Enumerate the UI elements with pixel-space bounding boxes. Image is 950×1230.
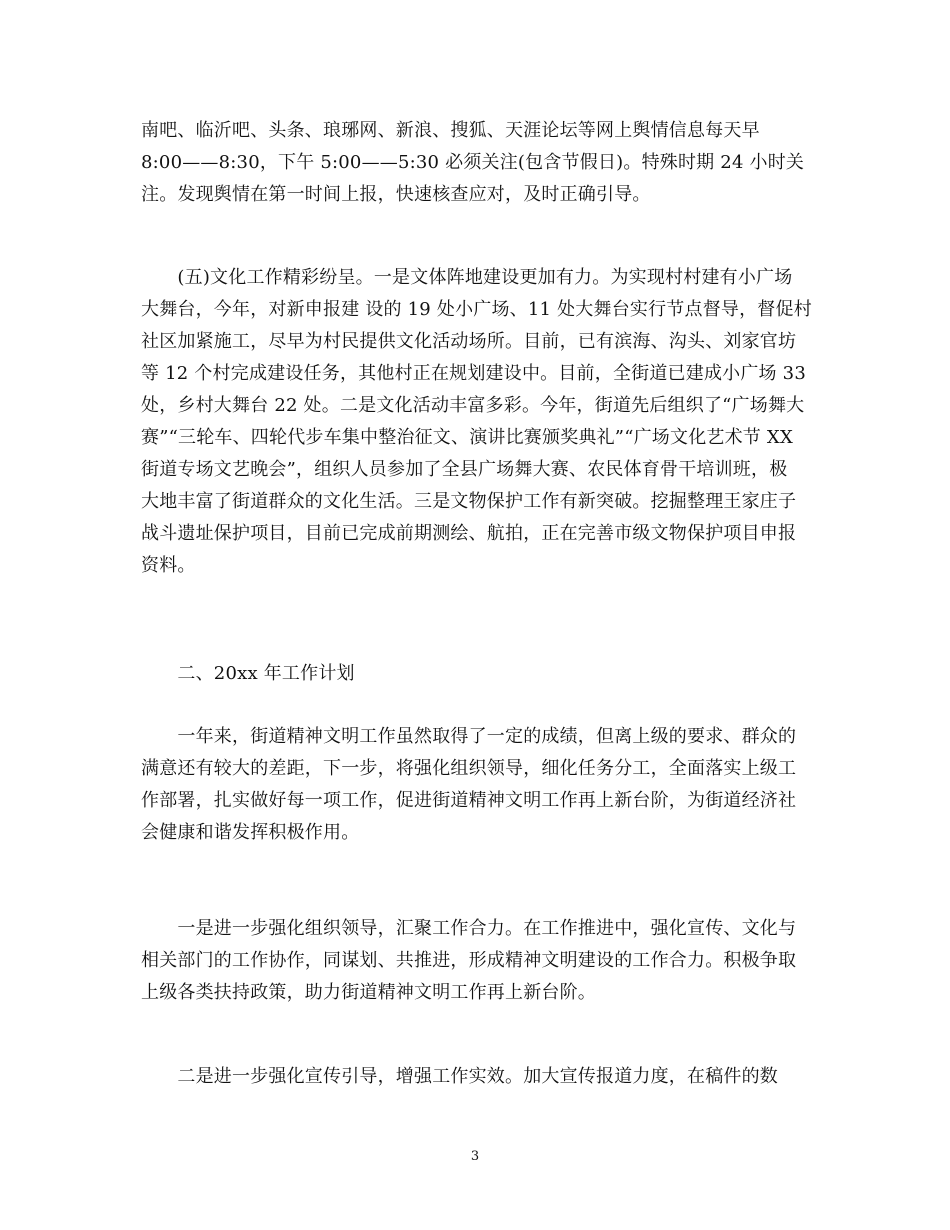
text-line: 战斗遗址保护项目，目前已完成前期测绘、航拍，正在完善市级文物保护项目申报 [141, 523, 797, 544]
text-line: 处，乡村大舞台 22 处。二是文化活动丰富多彩。今年，街道先后组织了“广场舞大 [141, 395, 805, 416]
text-line: 相关部门的工作协作，同谋划、共推进，形成精神文明建设的工作合力。积极争取 [141, 950, 797, 971]
paragraph-public-opinion-monitoring [141, 115, 809, 211]
text-line: 社区加紧施工，尽早为村民提供文化活动场所。目前，已有滨海、沟头、刘家官坊 [141, 331, 797, 352]
text-line: 会健康和谐发挥积极作用。 [141, 822, 360, 843]
text-line: 一是进一步强化组织领导，汇聚工作合力。在工作推进中，强化宣传、文化与 [141, 918, 797, 939]
page-number: 3 [470, 1149, 480, 1164]
text-line: 二是进一步强化宣传引导，增强工作实效。加大宣传报道力度，在稿件的数 [141, 1066, 778, 1087]
text-line: 8:00——8:30，下午 5:00——5:30 必须关注(包含节假日)。特殊时期 24 小时关 [141, 152, 805, 173]
section-heading-work-plan [141, 658, 809, 690]
text-line: 资料。 [141, 555, 196, 576]
text-line: 街道专场文艺晚会”，组织人员参加了全县广场舞大赛、农民体育骨干培训班，极 [141, 459, 788, 480]
paragraph-year-review [141, 721, 809, 849]
text-line: 大地丰富了街道群众的文化生活。三是文物保护工作有新突破。挖掘整理王家庄子 [141, 491, 797, 512]
paragraph-strengthen-leadership [141, 913, 809, 1009]
text-line: 南吧、临沂吧、头条、琅琊网、新浪、搜狐、天涯论坛等网上舆情信息每天早 [141, 120, 760, 141]
text-line: (五)文化工作精彩纷呈。一是文体阵地建设更加有力。为实现村村建有小广场 [141, 267, 793, 288]
text-line: 大舞台，今年，对新申报建 设的 19 处小广场、11 处大舞台实行节点督导，督促村 [141, 299, 812, 320]
text-line: 注。发现舆情在第一时间上报，快速核查应对，及时正确引导。 [141, 184, 651, 205]
text-line: 二、20xx 年工作计划 [141, 663, 355, 684]
text-line: 等 12 个村完成建设任务，其他村正在规划建设中。目前，全街道已建成小广场 33 [141, 363, 806, 384]
text-line: 一年来，街道精神文明工作虽然取得了一定的成绩，但离上级的要求、群众的 [141, 726, 797, 747]
text-line: 作部署，扎实做好每一项工作，促进街道精神文明工作再上新台阶，为街道经济社 [141, 790, 797, 811]
text-line: 上级各类扶持政策，助力街道精神文明工作再上新台阶。 [141, 982, 596, 1003]
paragraph-cultural-work [141, 262, 812, 582]
paragraph-strengthen-publicity [141, 1061, 809, 1093]
text-line: 赛”“三轮车、四轮代步车集中整治征文、演讲比赛颁奖典礼”“广场文化艺术节 XX [141, 427, 793, 448]
text-line: 满意还有较大的差距，下一步，将强化组织领导，细化任务分工，全面落实上级工 [141, 758, 797, 779]
